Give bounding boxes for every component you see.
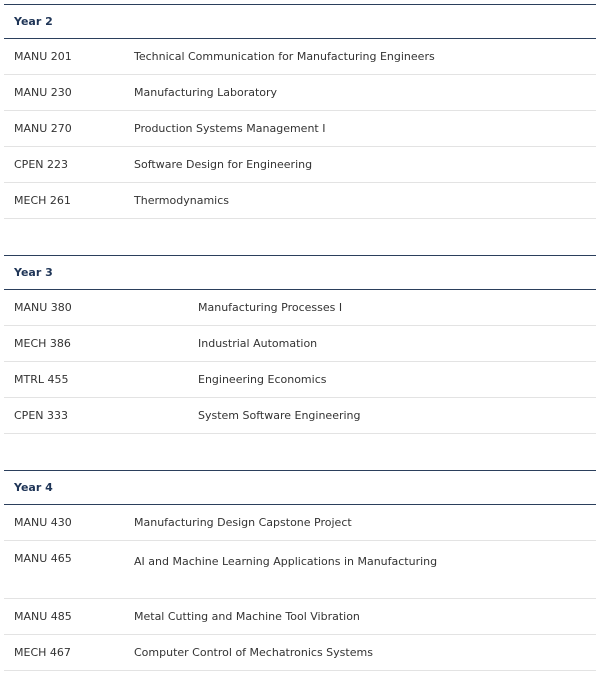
course-row xyxy=(4,39,596,75)
course-row xyxy=(4,183,596,219)
course-code: MANU 465 xyxy=(14,552,72,565)
course-title: AI and Machine Learning Applications in Manufacturing xyxy=(134,555,438,568)
year-heading: Year 2 xyxy=(4,4,596,39)
course-title: Technical Communication for Manufacturing Engineers xyxy=(134,50,435,63)
course-code: MTRL 455 xyxy=(14,373,69,386)
course-title: Software Design for Engineering xyxy=(134,158,313,171)
course-row xyxy=(4,75,596,111)
course-row xyxy=(4,290,596,326)
course-row xyxy=(4,326,596,362)
course-code: MANU 201 xyxy=(14,50,72,63)
course-title: Thermodynamics xyxy=(134,194,229,207)
year-heading: Year 3 xyxy=(4,255,596,290)
course-row xyxy=(4,147,596,183)
course-row xyxy=(4,635,596,671)
course-code: MECH 467 xyxy=(14,646,71,659)
course-title: Metal Cutting and Machine Tool Vibration xyxy=(134,610,360,623)
course-code: MECH 261 xyxy=(14,194,71,207)
course-code: MANU 270 xyxy=(14,122,72,135)
course-row xyxy=(4,505,596,541)
course-code: CPEN 223 xyxy=(14,158,68,171)
course-row xyxy=(4,541,596,599)
course-code: MANU 430 xyxy=(14,516,72,529)
course-title: Manufacturing Design Capstone Project xyxy=(134,516,352,529)
year-4-section xyxy=(4,470,596,671)
course-row xyxy=(4,398,596,434)
course-row xyxy=(4,362,596,398)
course-title: Industrial Automation xyxy=(198,337,318,350)
course-row xyxy=(4,599,596,635)
year-3-section xyxy=(4,255,596,434)
course-title: Computer Control of Mechatronics Systems xyxy=(134,646,373,659)
course-code: MECH 386 xyxy=(14,337,71,350)
course-row xyxy=(4,111,596,147)
year-2-section xyxy=(4,4,596,219)
course-title: Manufacturing Laboratory xyxy=(134,86,278,99)
course-title: Engineering Economics xyxy=(198,373,327,386)
course-code: MANU 485 xyxy=(14,610,72,623)
course-title: System Software Engineering xyxy=(198,409,361,422)
course-code: MANU 380 xyxy=(14,301,72,314)
course-code: MANU 230 xyxy=(14,86,72,99)
course-title: Manufacturing Processes I xyxy=(198,301,343,314)
year-heading: Year 4 xyxy=(4,470,596,505)
course-code: CPEN 333 xyxy=(14,409,68,422)
course-title: Production Systems Management I xyxy=(134,122,326,135)
